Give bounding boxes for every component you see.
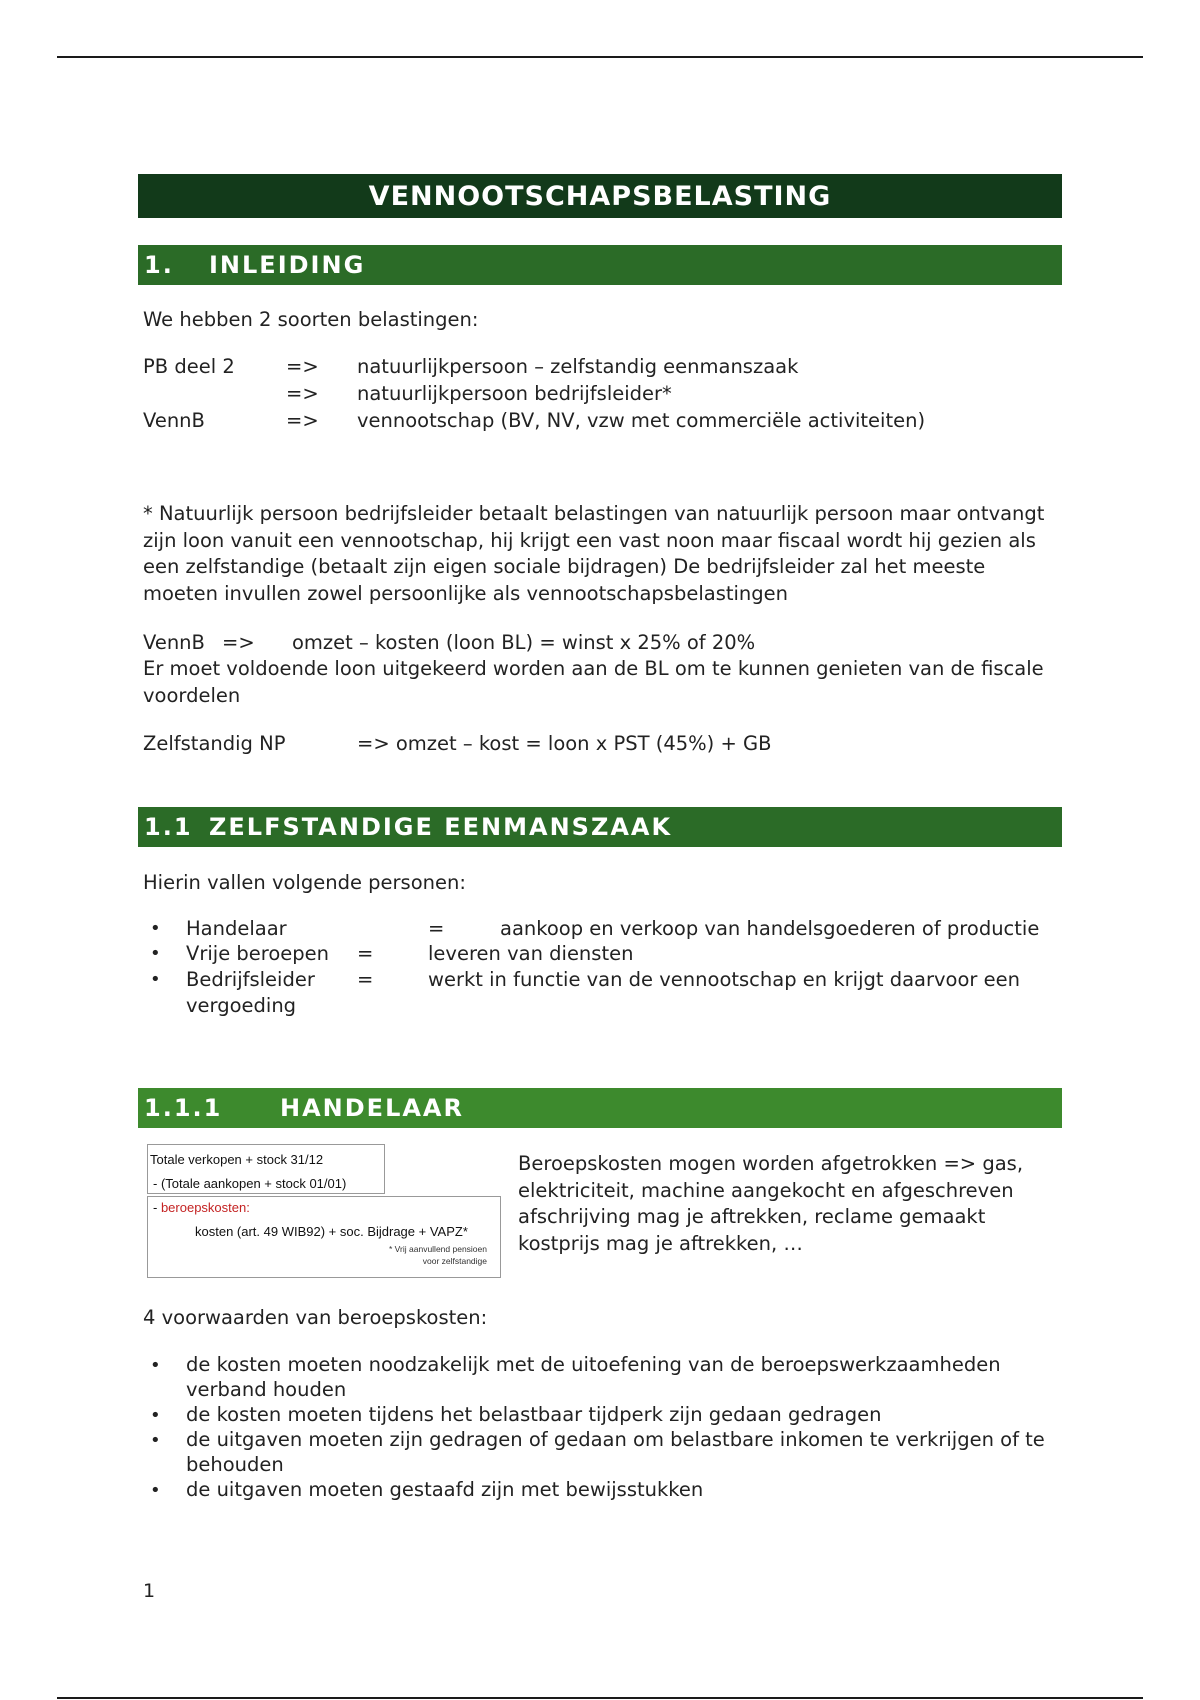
excerpt-note: * Vrij aanvullend pensioen — [389, 1244, 487, 1254]
row-arrow: => — [286, 382, 319, 405]
bullet-icon: • — [150, 1430, 161, 1451]
footnote-paragraph: * Natuurlijk persoon bedrijfsleider betaalt belastingen van natuurlijk persoon maar ontvangt zijn loon vanuit een vennootschap, hij krijgt een vast noon maar fiscaal wordt hij gezien als een zelfstandige (betaalt zijn eigen sociale bijdragen) De bedrijfsleider zal het meeste moeten invullen zowel persoonlijke als vennootschapsbelastingen — [143, 502, 1045, 605]
footer-rule — [57, 1697, 1143, 1699]
voorwaarde-item: de uitgaven moeten gestaafd zijn met bewijsstukken — [186, 1478, 704, 1501]
intro-text: We hebben 2 soorten belastingen: — [143, 308, 479, 331]
page-number: 1 — [143, 1580, 156, 1602]
row-text: natuurlijkpersoon – zelfstandig eenmanszaak — [357, 355, 799, 378]
persoon-desc: aankoop en verkoop van handelsgoederen of productie — [500, 917, 1040, 940]
row-text: vennootschap (BV, NV, vzw met commerciële activiteiten) — [357, 409, 926, 432]
zelfstandig-formula: => omzet – kost = loon x PST (45%) + GB — [357, 732, 772, 755]
beroepskosten-paragraph: Beroepskosten mogen worden afgetrokken => gas, elektriciteit, machine aangekocht en afgeschreven afschrijving mag je aftrekken, reclame gemaakt kostprijs mag je aftrekken, … — [518, 1152, 1024, 1255]
excerpt-line: - (Totale aankopen + stock 01/01) — [153, 1176, 347, 1191]
bullet-icon: • — [150, 943, 161, 964]
bullet-icon: • — [150, 918, 161, 939]
section-title: INLEIDING — [209, 251, 366, 279]
section-heading-zelfstandige-eenmanszaak — [138, 807, 1062, 847]
section-number: 1.1.1 — [144, 1094, 223, 1122]
row-text: natuurlijkpersoon bedrijfsleider* — [357, 382, 672, 405]
persoon-eq: = — [428, 917, 445, 940]
row-arrow: => — [286, 409, 319, 432]
excerpt-dash: - — [153, 1200, 161, 1215]
voorwaarde-item: de kosten moeten noodzakelijk met de uitoefening van de beroepswerkzaamheden verband houden — [186, 1353, 1001, 1401]
persoon-name: Handelaar — [186, 917, 287, 940]
voorwaarden-intro: 4 voorwaarden van beroepskosten: — [143, 1306, 488, 1329]
excerpt-line: Totale verkopen + stock 31/12 — [150, 1152, 324, 1167]
persoon-eq: = — [357, 942, 374, 965]
section-heading-inleiding — [138, 245, 1062, 285]
excerpt-line: kosten (art. 49 WIB92) + soc. Bijdrage + VAPZ* — [195, 1224, 468, 1239]
persoon-desc: werkt in functie van de vennootschap en krijgt daarvoor een — [428, 968, 1020, 991]
section-heading-handelaar — [138, 1088, 1062, 1128]
section-number: 1.1 — [144, 813, 193, 841]
section-title: ZELFSTANDIGE EENMANSZAAK — [209, 813, 673, 841]
loon-note: Er moet voldoende loon uitgekeerd worden aan de BL om te kunnen genieten van de fiscale voordelen — [143, 657, 1044, 707]
voorwaarde-item: de uitgaven moeten zijn gedragen of gedaan om belastbare inkomen te verkrijgen of te behouden — [186, 1428, 1045, 1476]
vennb-arrow: => — [222, 631, 255, 654]
row-arrow: => — [286, 355, 319, 378]
vennb-formula: omzet – kosten (loon BL) = winst x 25% of 20% — [292, 631, 756, 654]
bullet-icon: • — [150, 1480, 161, 1501]
excerpt-line — [153, 1200, 250, 1215]
personen-intro: Hierin vallen volgende personen: — [143, 871, 466, 894]
row-label: PB deel 2 — [143, 355, 235, 378]
persoon-eq: = — [357, 968, 374, 991]
section-number: 1. — [144, 251, 174, 279]
bullet-icon: • — [150, 1405, 161, 1426]
persoon-desc: leveren van diensten — [428, 942, 634, 965]
row-label: VennB — [143, 409, 205, 432]
vennb-label: VennB — [143, 631, 205, 654]
section-title: HANDELAAR — [280, 1094, 464, 1122]
formula-excerpt-image — [147, 1144, 499, 1277]
persoon-name: Vrije beroepen — [186, 942, 330, 965]
bullet-icon: • — [150, 969, 161, 990]
document-title: VENNOOTSCHAPSBELASTING — [138, 174, 1062, 218]
header-rule — [57, 56, 1143, 58]
persoon-desc-continuation: vergoeding — [186, 994, 297, 1017]
bullet-icon: • — [150, 1355, 161, 1376]
excerpt-note: voor zelfstandige — [422, 1256, 487, 1266]
persoon-name: Bedrijfsleider — [186, 968, 315, 991]
zelfstandig-label: Zelfstandig NP — [143, 732, 286, 755]
voorwaarde-item: de kosten moeten tijdens het belastbaar tijdperk zijn gedaan gedragen — [186, 1403, 882, 1426]
excerpt-red-label: beroepskosten: — [160, 1200, 250, 1215]
